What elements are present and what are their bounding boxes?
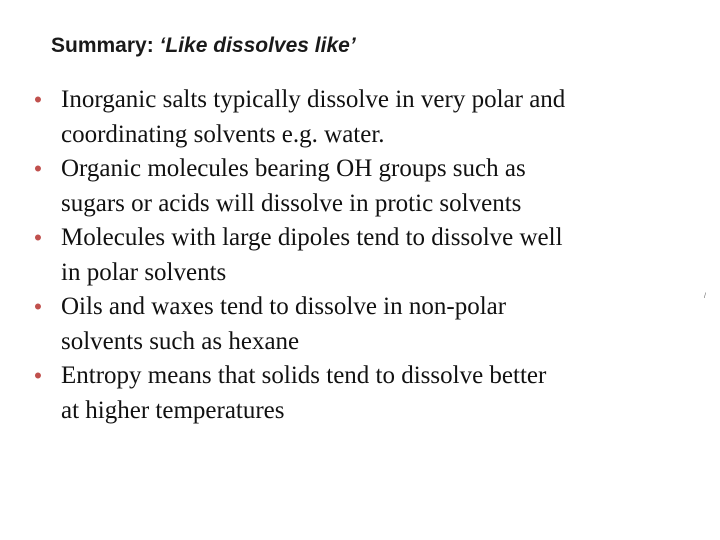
bullet-list <box>28 83 568 428</box>
list-item <box>28 359 568 428</box>
slide-title <box>51 33 356 58</box>
side-mark: / <box>704 293 706 300</box>
bullet-text: Entropy means that solids tend to dissolve better at higher temperatures <box>61 362 547 424</box>
list-item <box>28 221 568 290</box>
bullet-text: Organic molecules bearing OH groups such as sugars or acids will dissolve in protic solvents <box>61 155 526 217</box>
bullet-text: Molecules with large dipoles tend to dissolve well in polar solvents <box>61 224 563 286</box>
bullet-icon: • <box>34 87 42 112</box>
bullet-icon: • <box>34 294 42 319</box>
bullet-text: Oils and waxes tend to dissolve in non-polar solvents such as hexane <box>61 293 507 355</box>
bullet-icon: • <box>34 156 42 181</box>
bullet-text: Inorganic salts typically dissolve in very polar and coordinating solvents e.g. water. <box>61 86 566 148</box>
title-quote: ‘Like dissolves like’ <box>159 34 356 57</box>
bullet-icon: • <box>34 363 42 388</box>
list-item <box>28 290 568 359</box>
bullet-icon: • <box>34 225 42 250</box>
list-item <box>28 152 568 221</box>
list-item <box>28 83 568 152</box>
title-prefix: Summary: <box>51 34 160 57</box>
